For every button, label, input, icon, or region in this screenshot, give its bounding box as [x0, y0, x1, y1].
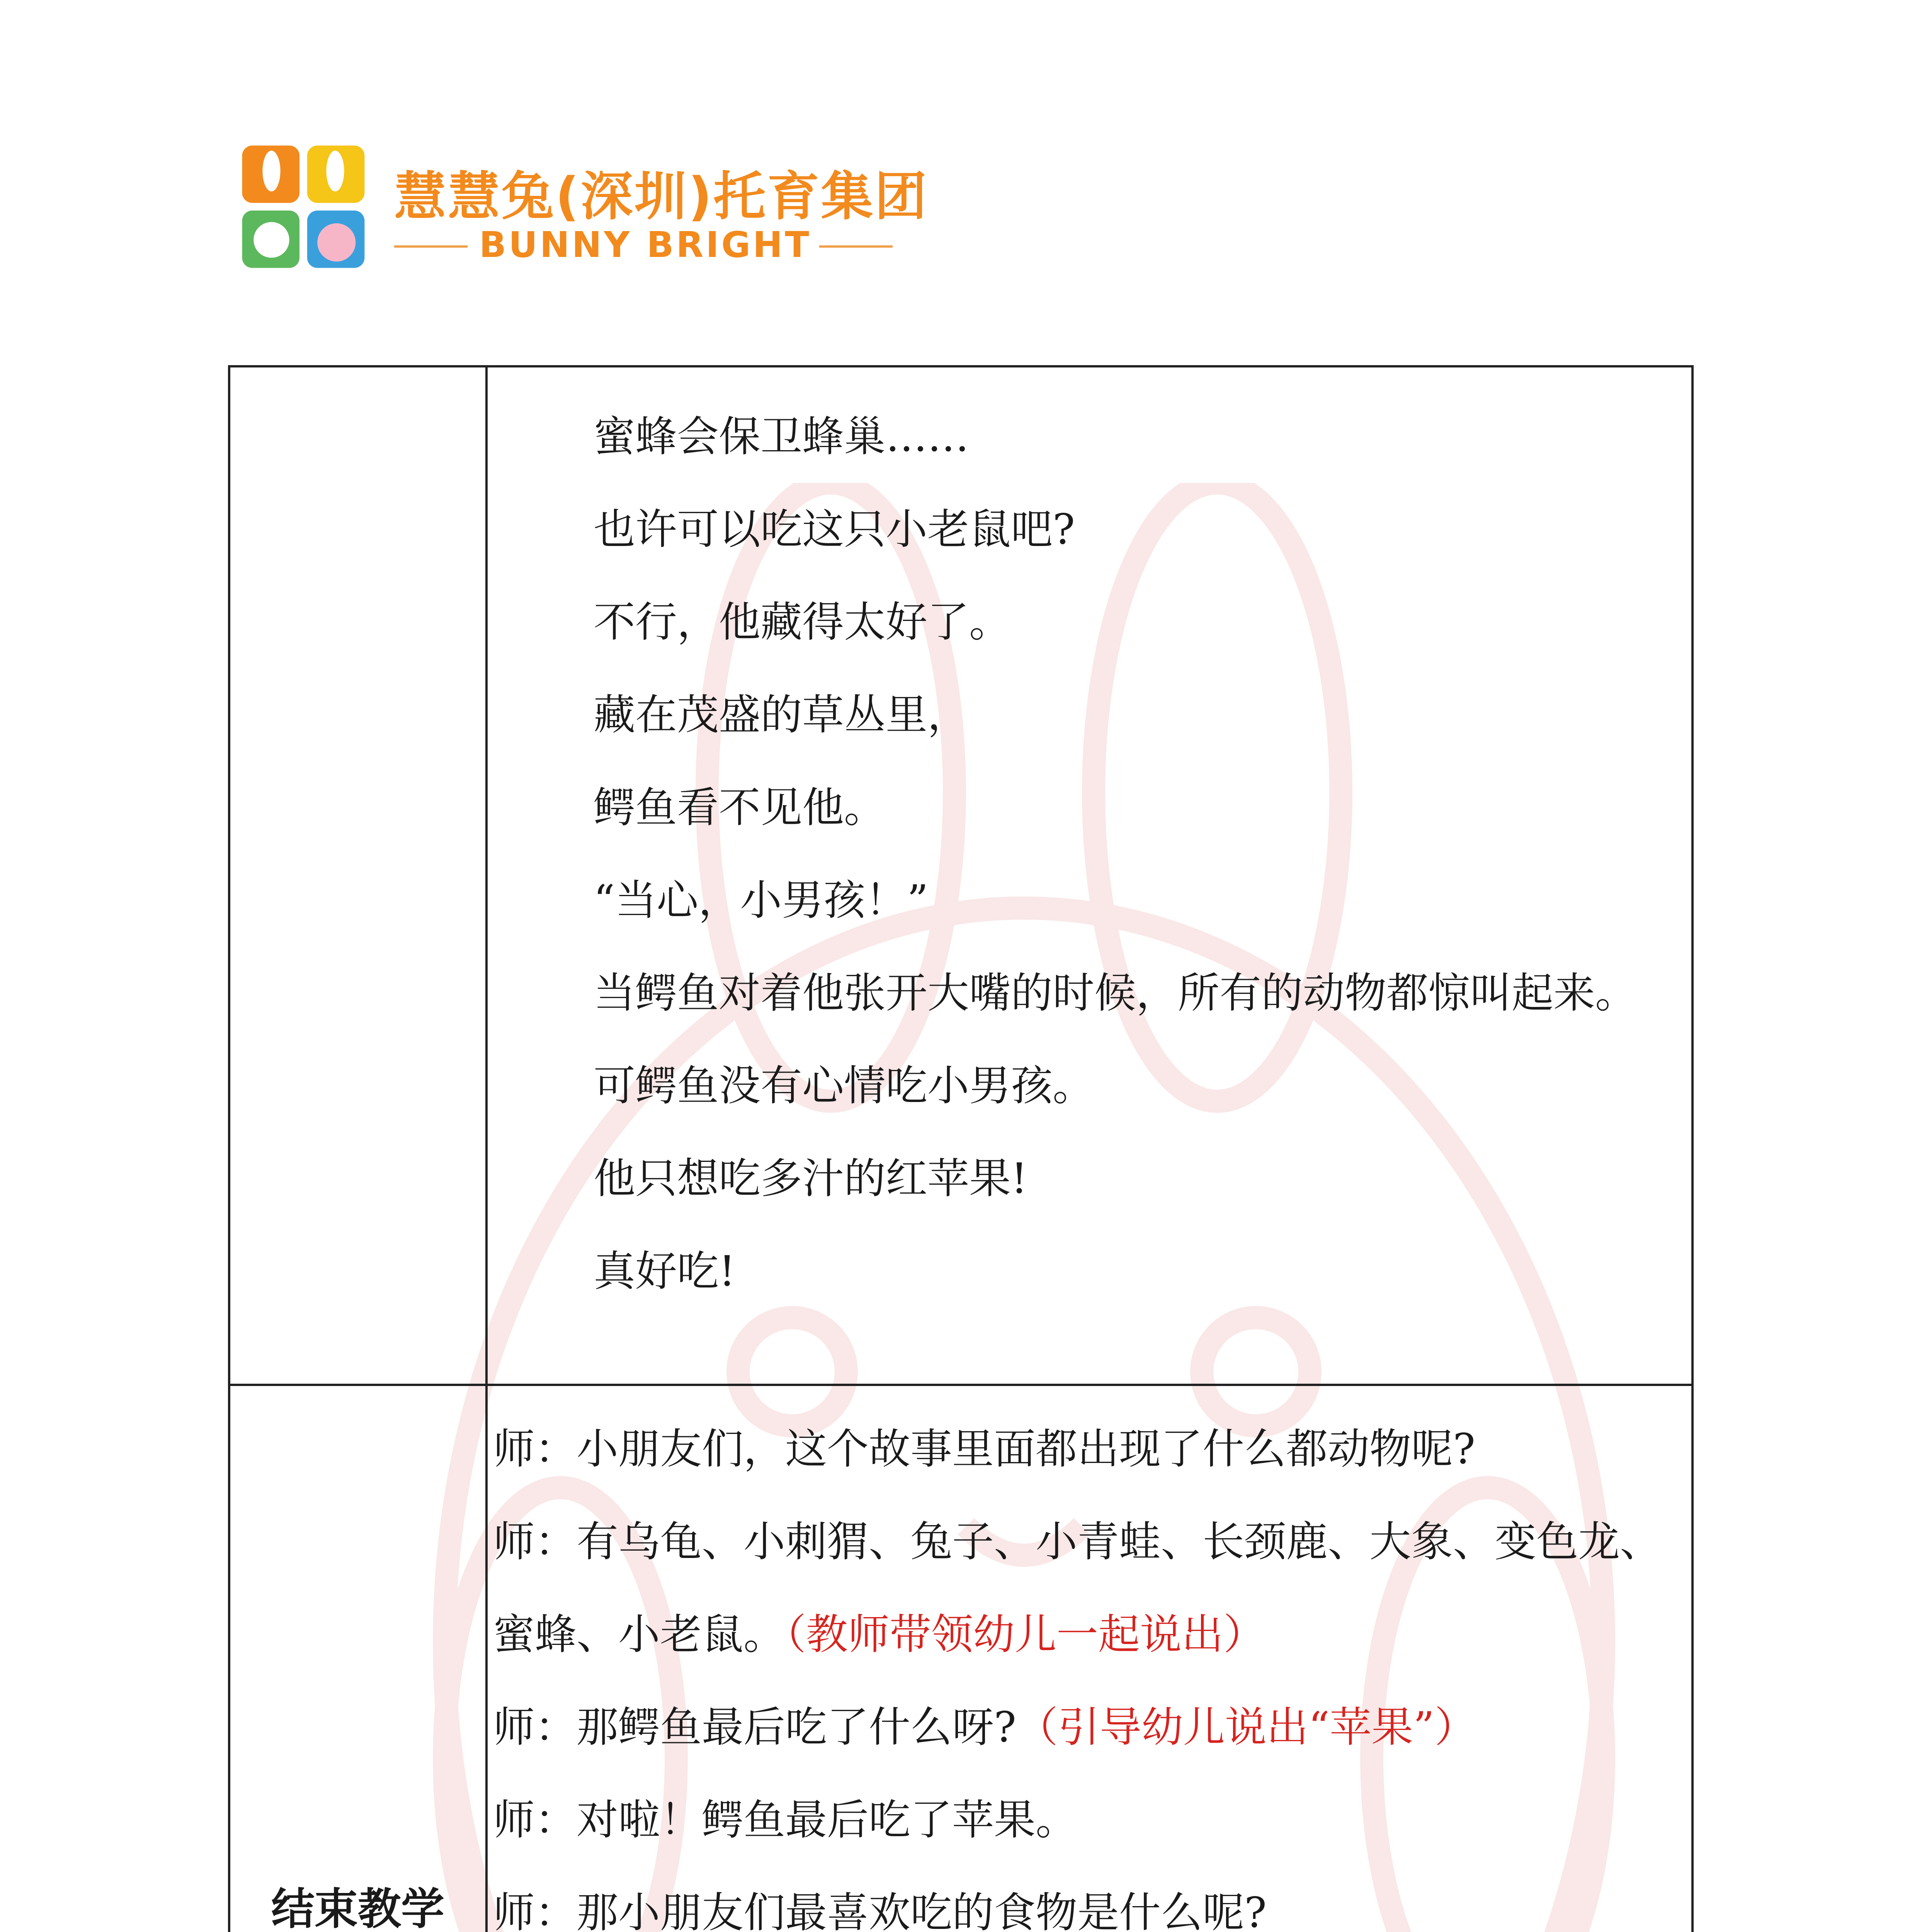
closing-text-cell: [493, 1403, 1683, 1932]
teacher-line: [493, 1496, 1683, 1681]
teacher-line-text: 师：有乌龟、小刺猬、兔子、小青蛙、长颈鹿、大象、变色龙、蜜蜂、小老鼠。: [493, 1518, 1662, 1659]
section-label: 结束教学: [271, 1884, 444, 1932]
teacher-line: [493, 1774, 1683, 1867]
teacher-line-note: （教师带领幼儿一起说出）: [785, 1611, 1266, 1659]
story-text-cell: [501, 391, 1683, 1318]
story-line: 藏在茂盛的草丛里，: [594, 691, 970, 739]
story-line: 也许可以吃这只小老鼠吧?: [594, 505, 1075, 554]
story-line: 他只想吃多汁的红苹果!: [594, 1155, 1028, 1203]
brand-name-cn: 慧慧兔(深圳)托育集团: [394, 166, 929, 227]
lesson-plan-table: [228, 365, 1694, 1932]
teacher-line: [493, 1681, 1683, 1774]
divider-line-right: [819, 245, 893, 248]
teacher-line: [493, 1403, 1683, 1496]
teacher-line-text: 师：那小朋友们最喜欢吃的食物是什么呢?: [493, 1889, 1267, 1932]
teacher-line-note: （引导幼儿说出“苹果”）: [1016, 1703, 1476, 1752]
story-line: 蜜蜂会保卫蜂巢……: [594, 413, 970, 461]
story-line: 可鳄鱼没有心情吃小男孩。: [594, 1062, 1095, 1110]
bunny-logo-icon: [240, 143, 367, 270]
row-divider: [230, 1384, 1691, 1386]
story-line: “当心，小男孩！”: [594, 876, 929, 925]
divider-line-left: [394, 245, 468, 248]
teacher-line: [493, 1867, 1683, 1932]
brand-name-en: BUNNY BRIGHT: [479, 224, 811, 265]
story-line: 真好吃!: [594, 1247, 736, 1296]
column-divider: [485, 367, 488, 1932]
teacher-line-text: 师：对啦！鳄鱼最后吃了苹果。: [493, 1796, 1078, 1844]
story-line: 鳄鱼看不见他。: [594, 784, 886, 832]
story-line: 不行，他藏得太好了。: [594, 598, 1011, 646]
brand-en-row: [394, 213, 896, 274]
teacher-line-text: 师：那鳄鱼最后吃了什么呀?: [493, 1703, 1016, 1752]
story-line: 当鳄鱼对着他张开大嘴的时候，所有的动物都惊叫起来。: [594, 969, 1637, 1017]
teacher-line-text: 师：小朋友们，这个故事里面都出现了什么都动物呢?: [493, 1425, 1475, 1473]
header-logo: [240, 131, 929, 278]
